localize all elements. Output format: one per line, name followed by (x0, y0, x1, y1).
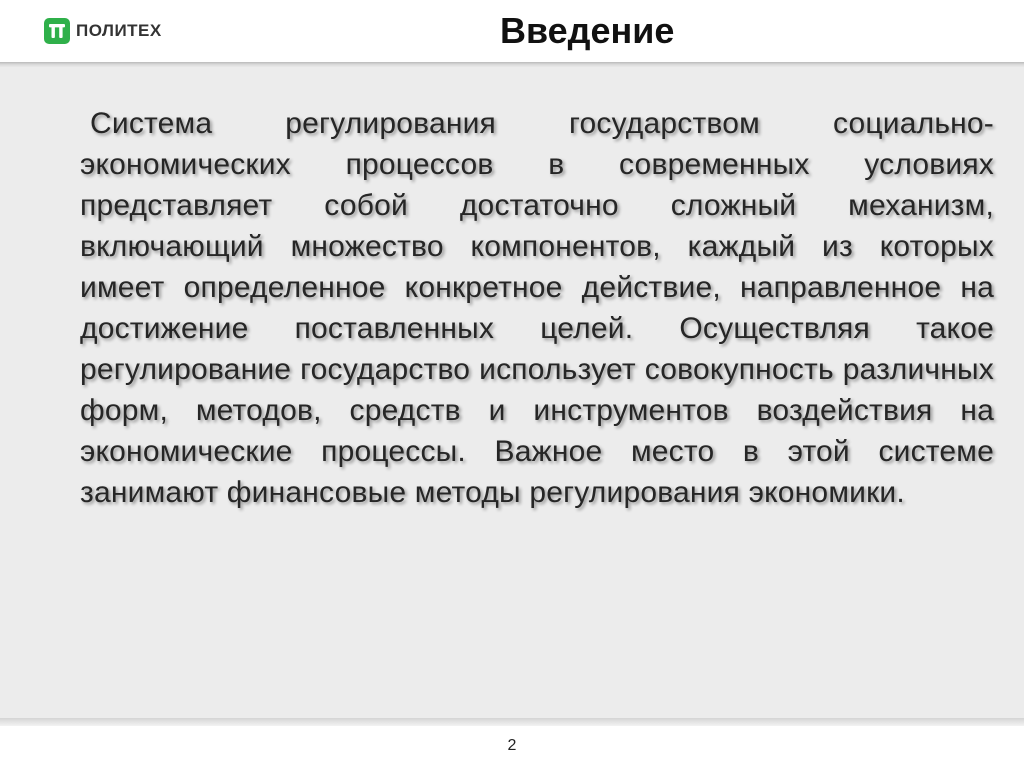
logo (44, 18, 162, 44)
pi-logo-icon (44, 18, 70, 44)
page-number: 2 (507, 737, 517, 754)
slide-header (0, 0, 1024, 64)
slide-title: Введение (500, 10, 675, 51)
body-paragraph: Система регулирования государством социально-экономических процессов в современных условиях представляет собой достаточно сложный механизм, включающий множество компонентов, каждый из которых имеет определенное конкретное действие, направленное на достижение поставленных целей. Осуществляя такое регулирование государство использует совокупность различных форм, методов, средств и инструментов воздействия на экономические процессы. Важное место в этой системе занимают финансовые методы регулирования экономики. (80, 107, 994, 509)
logo-text: ПОЛИТЕХ (76, 21, 162, 40)
footer-divider (0, 718, 1024, 726)
